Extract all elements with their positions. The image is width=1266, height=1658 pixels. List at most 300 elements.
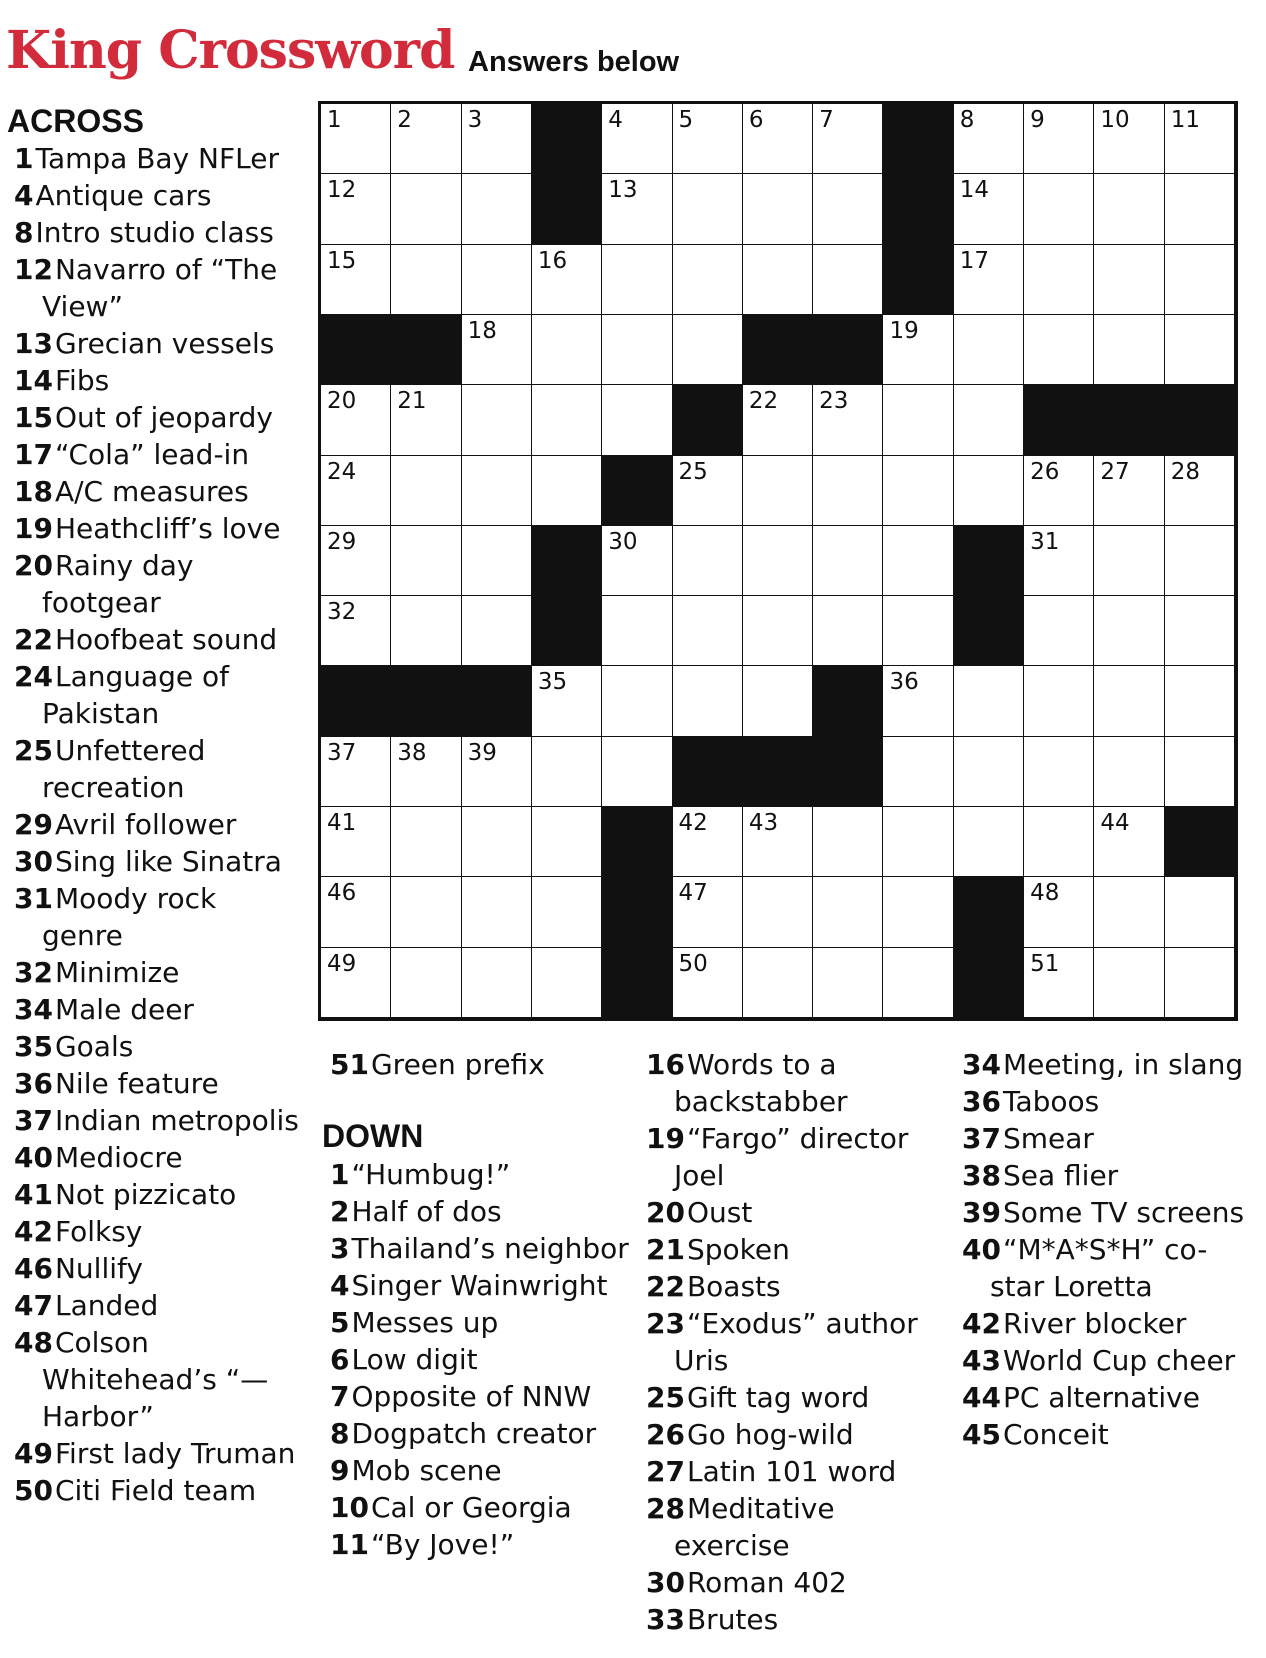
clue-number: 34 — [14, 993, 53, 1026]
grid-cell[interactable] — [462, 807, 532, 877]
across-clue — [14, 954, 302, 991]
grid-cell[interactable] — [462, 948, 532, 1018]
grid-cell[interactable] — [954, 385, 1024, 455]
grid-cell[interactable] — [602, 104, 672, 174]
grid-cell[interactable] — [1165, 245, 1235, 315]
grid-cell[interactable] — [1165, 596, 1235, 666]
clue-text: Sing like Sinatra — [54, 845, 282, 878]
grid-cell[interactable] — [1094, 948, 1164, 1018]
down-clue — [646, 1601, 946, 1638]
grid-cell[interactable] — [1024, 245, 1094, 315]
across-clue — [14, 1213, 302, 1250]
black-square — [532, 174, 602, 244]
grid-cell[interactable] — [321, 877, 391, 947]
across-clue — [14, 362, 302, 399]
grid-cell[interactable] — [743, 948, 813, 1018]
grid-cell[interactable] — [673, 104, 743, 174]
grid-cell[interactable] — [813, 104, 883, 174]
grid-cell[interactable] — [321, 807, 391, 877]
cell-number: 5 — [678, 107, 694, 133]
grid-cell[interactable] — [1094, 526, 1164, 596]
down-clue — [330, 1489, 630, 1526]
clue-number: 20 — [646, 1196, 685, 1229]
down-clue — [330, 1415, 630, 1452]
grid-cell[interactable] — [673, 174, 743, 244]
grid-cell[interactable] — [954, 315, 1024, 385]
grid-cell[interactable] — [1024, 456, 1094, 526]
clue-text: Messes up — [351, 1306, 499, 1339]
grid-cell[interactable] — [532, 385, 602, 455]
grid-cell[interactable] — [1094, 104, 1164, 174]
clue-number: 27 — [646, 1455, 685, 1488]
cell-number: 13 — [608, 177, 638, 204]
black-square — [954, 596, 1024, 666]
clue-number: 37 — [962, 1122, 1001, 1155]
across-clue — [14, 1287, 302, 1324]
grid-cell[interactable] — [954, 174, 1024, 244]
cell-number: 30 — [608, 528, 638, 555]
grid-cell[interactable] — [954, 456, 1024, 526]
grid-cell[interactable] — [462, 526, 532, 596]
grid-cell[interactable] — [602, 385, 672, 455]
grid-cell[interactable] — [1165, 948, 1235, 1018]
clue-text: Taboos — [1002, 1085, 1100, 1118]
black-square — [883, 104, 953, 174]
down-clues-column-1 — [330, 1156, 630, 1563]
clue-text: Intro studio class — [35, 216, 274, 249]
grid-cell[interactable] — [1024, 877, 1094, 947]
down-clue — [962, 1416, 1252, 1453]
grid-cell[interactable] — [321, 737, 391, 807]
grid-cell[interactable] — [954, 737, 1024, 807]
black-square — [1094, 385, 1164, 455]
black-square — [954, 877, 1024, 947]
cell-number: 32 — [327, 599, 357, 626]
grid-cell[interactable] — [743, 666, 813, 736]
clue-number: 21 — [646, 1233, 685, 1266]
clue-number: 28 — [646, 1492, 685, 1525]
grid-cell[interactable] — [1165, 174, 1235, 244]
clue-number: 37 — [14, 1104, 53, 1137]
clue-text: Boasts — [686, 1270, 781, 1303]
grid-cell[interactable] — [462, 245, 532, 315]
grid-cell[interactable] — [1094, 737, 1164, 807]
grid-cell[interactable] — [532, 877, 602, 947]
grid-cell[interactable] — [743, 596, 813, 666]
grid-cell[interactable] — [673, 456, 743, 526]
down-clue — [646, 1564, 946, 1601]
grid-cell[interactable] — [602, 174, 672, 244]
across-clue — [14, 1435, 302, 1472]
across-clue — [14, 1028, 302, 1065]
clue-text: Singer Wainwright — [351, 1269, 608, 1302]
cell-number: 42 — [678, 810, 708, 837]
clue-text: Colson Whitehead’s “— Harbor” — [42, 1326, 269, 1433]
cell-number: 41 — [327, 810, 357, 837]
clue-text: Not pizzicato — [54, 1178, 237, 1211]
black-square — [1165, 807, 1235, 877]
down-clue — [646, 1120, 946, 1194]
cell-number: 11 — [1170, 107, 1200, 133]
grid-cell[interactable] — [673, 807, 743, 877]
clue-text: “Exodus” author Uris — [674, 1307, 918, 1377]
grid-cell[interactable] — [743, 385, 813, 455]
grid-cell[interactable] — [883, 737, 953, 807]
grid-cell[interactable] — [1094, 807, 1164, 877]
grid-cell[interactable] — [743, 807, 813, 877]
grid-cell[interactable] — [1024, 104, 1094, 174]
clue-number: 15 — [14, 401, 53, 434]
clue-text: “M*A*S*H” co-star Loretta — [990, 1233, 1208, 1303]
clue-text: Tampa Bay NFLer — [35, 142, 279, 175]
grid-cell[interactable] — [602, 737, 672, 807]
cell-number: 19 — [889, 317, 919, 344]
grid-cell[interactable] — [883, 315, 953, 385]
clue-text: Thailand’s neighbor — [351, 1232, 629, 1265]
down-clue — [330, 1341, 630, 1378]
grid-cell[interactable] — [743, 456, 813, 526]
grid-cell[interactable] — [883, 456, 953, 526]
grid-cell[interactable] — [602, 526, 672, 596]
across-clue — [14, 1472, 302, 1509]
clue-number: 4 — [330, 1269, 350, 1302]
grid-cell[interactable] — [1094, 174, 1164, 244]
grid-cell[interactable] — [1024, 737, 1094, 807]
clue-number: 17 — [14, 438, 53, 471]
grid-cell[interactable] — [883, 877, 953, 947]
cell-number: 49 — [327, 950, 357, 977]
across-clue — [14, 473, 302, 510]
clue-number: 24 — [14, 660, 53, 693]
grid-cell[interactable] — [883, 807, 953, 877]
grid-cell[interactable] — [673, 596, 743, 666]
black-square — [743, 315, 813, 385]
clue-text: Avril follower — [54, 808, 237, 841]
clue-number: 48 — [14, 1326, 53, 1359]
across-clue — [14, 140, 302, 177]
grid-cell[interactable] — [532, 666, 602, 736]
grid-cell[interactable] — [602, 245, 672, 315]
cell-number: 26 — [1030, 458, 1060, 485]
grid-cell[interactable] — [321, 948, 391, 1018]
grid-cell[interactable] — [602, 666, 672, 736]
across-clue — [14, 251, 302, 325]
down-clue — [646, 1305, 946, 1379]
grid-cell[interactable] — [813, 245, 883, 315]
grid-cell[interactable] — [883, 948, 953, 1018]
clue-number: 16 — [646, 1048, 685, 1081]
clue-text: Latin 101 word — [686, 1455, 897, 1488]
across-clue — [14, 1102, 302, 1139]
clue-text: Half of dos — [351, 1195, 502, 1228]
grid-cell[interactable] — [1165, 737, 1235, 807]
cell-number: 1 — [327, 107, 342, 133]
across-clue — [14, 177, 302, 214]
clue-text: World Cup cheer — [1002, 1344, 1236, 1377]
clue-number: 30 — [14, 845, 53, 878]
across-clue — [14, 547, 302, 621]
answers-note: Answers below — [468, 46, 680, 78]
cell-number: 24 — [327, 458, 357, 485]
black-square — [883, 245, 953, 315]
grid-cell[interactable] — [321, 174, 391, 244]
clue-number: 11 — [330, 1528, 369, 1561]
clue-text: Navarro of “The View” — [42, 253, 278, 323]
cell-number: 39 — [467, 739, 497, 766]
grid-cell[interactable] — [391, 948, 461, 1018]
grid-cell[interactable] — [1024, 666, 1094, 736]
black-square — [462, 666, 532, 736]
grid-cell[interactable] — [673, 245, 743, 315]
grid-cell[interactable] — [532, 807, 602, 877]
grid-cell[interactable] — [321, 104, 391, 174]
clue-text: “By Jove!” — [370, 1528, 515, 1561]
across-clue — [14, 436, 302, 473]
grid-cell[interactable] — [954, 807, 1024, 877]
grid-cell[interactable] — [462, 385, 532, 455]
grid-cell[interactable] — [673, 948, 743, 1018]
grid-cell[interactable] — [391, 456, 461, 526]
clue-number: 8 — [14, 216, 34, 249]
clue-number: 25 — [14, 734, 53, 767]
grid-cell[interactable] — [391, 807, 461, 877]
clue-text: Mob scene — [351, 1454, 502, 1487]
clue-text: Spoken — [686, 1233, 790, 1266]
clue-number: 31 — [14, 882, 53, 915]
grid-cell[interactable] — [813, 456, 883, 526]
grid-cell[interactable] — [743, 526, 813, 596]
grid-cell[interactable] — [673, 315, 743, 385]
grid-cell[interactable] — [1094, 315, 1164, 385]
across-clue — [14, 399, 302, 436]
clue-text: Cal or Georgia — [370, 1491, 572, 1524]
cell-number: 27 — [1100, 458, 1130, 485]
grid-cell[interactable] — [391, 245, 461, 315]
clue-number: 14 — [14, 364, 53, 397]
clue-text: “Fargo” director Joel — [674, 1122, 909, 1192]
clue-text: Indian metropolis — [54, 1104, 299, 1137]
grid-cell[interactable] — [532, 245, 602, 315]
grid-cell[interactable] — [462, 877, 532, 947]
grid-cell[interactable] — [462, 596, 532, 666]
grid-cell[interactable] — [813, 174, 883, 244]
cell-number: 36 — [889, 669, 919, 696]
across-clue — [14, 1324, 302, 1435]
grid-cell[interactable] — [532, 948, 602, 1018]
grid-cell[interactable] — [673, 666, 743, 736]
grid-cell[interactable] — [321, 245, 391, 315]
down-clue — [962, 1157, 1252, 1194]
black-square — [602, 456, 672, 526]
clue-number: 30 — [646, 1566, 685, 1599]
across-clue — [14, 658, 302, 732]
clue-number: 8 — [330, 1417, 350, 1450]
grid-cell[interactable] — [321, 385, 391, 455]
grid-cell[interactable] — [391, 737, 461, 807]
black-square — [532, 104, 602, 174]
grid-cell[interactable] — [602, 596, 672, 666]
across-clue — [14, 1250, 302, 1287]
clue-number: 41 — [14, 1178, 53, 1211]
clue-number: 49 — [14, 1437, 53, 1470]
grid-cell[interactable] — [673, 877, 743, 947]
down-clue — [646, 1194, 946, 1231]
clue-text: Unfettered recreation — [42, 734, 206, 804]
across-clues-column — [14, 140, 302, 1509]
grid-cell[interactable] — [391, 596, 461, 666]
clue-number: 25 — [646, 1381, 685, 1414]
clue-number: 1 — [330, 1158, 350, 1191]
clue-number: 1 — [14, 142, 34, 175]
down-clue — [962, 1231, 1252, 1305]
grid-cell[interactable] — [391, 104, 461, 174]
across-heading: ACROSS — [7, 103, 144, 139]
grid-cell[interactable] — [1094, 596, 1164, 666]
clue-number: 35 — [14, 1030, 53, 1063]
grid-cell[interactable] — [883, 596, 953, 666]
grid-cell[interactable] — [954, 666, 1024, 736]
grid-cell[interactable] — [813, 948, 883, 1018]
grid-cell[interactable] — [462, 315, 532, 385]
grid-cell[interactable] — [954, 245, 1024, 315]
across-clue — [14, 214, 302, 251]
black-square — [954, 948, 1024, 1018]
grid-cell[interactable] — [883, 385, 953, 455]
grid-cell[interactable] — [1094, 456, 1164, 526]
clue-number: 42 — [962, 1307, 1001, 1340]
grid-cell[interactable] — [391, 877, 461, 947]
grid-cell[interactable] — [391, 174, 461, 244]
grid-cell[interactable] — [883, 526, 953, 596]
grid-cell[interactable] — [1165, 877, 1235, 947]
across-clues-continued — [330, 1046, 630, 1083]
grid-cell[interactable] — [1024, 596, 1094, 666]
grid-cell[interactable] — [462, 456, 532, 526]
clue-number: 51 — [330, 1048, 369, 1081]
grid-cell[interactable] — [743, 104, 813, 174]
grid-cell[interactable] — [391, 526, 461, 596]
clue-number: 10 — [330, 1491, 369, 1524]
black-square — [602, 877, 672, 947]
clue-text: Meditative exercise — [674, 1492, 835, 1562]
clue-text: Opposite of NNW — [351, 1380, 592, 1413]
cell-number: 50 — [678, 950, 708, 977]
cell-number: 9 — [1030, 107, 1045, 133]
cell-number: 38 — [397, 739, 427, 766]
grid-cell[interactable] — [743, 877, 813, 947]
clue-number: 23 — [646, 1307, 685, 1340]
clue-number: 50 — [14, 1474, 53, 1507]
clue-text: Dogpatch creator — [351, 1417, 597, 1450]
across-clue — [14, 880, 302, 954]
clue-text: Grecian vessels — [54, 327, 275, 360]
grid-cell[interactable] — [462, 174, 532, 244]
grid-cell[interactable] — [1165, 526, 1235, 596]
grid-cell[interactable] — [1024, 807, 1094, 877]
clue-number: 44 — [962, 1381, 1001, 1414]
grid-cell[interactable] — [391, 385, 461, 455]
clue-text: Nullify — [54, 1252, 143, 1285]
grid-cell[interactable] — [813, 807, 883, 877]
grid-cell[interactable] — [883, 666, 953, 736]
grid-cell[interactable] — [532, 737, 602, 807]
clue-number: 7 — [330, 1380, 350, 1413]
grid-cell[interactable] — [743, 174, 813, 244]
grid-cell[interactable] — [321, 596, 391, 666]
grid-cell[interactable] — [1024, 315, 1094, 385]
grid-cell[interactable] — [1165, 456, 1235, 526]
grid-cell[interactable] — [321, 526, 391, 596]
grid-cell[interactable] — [1094, 245, 1164, 315]
across-clue — [14, 732, 302, 806]
grid-cell[interactable] — [532, 315, 602, 385]
across-clue — [14, 510, 302, 547]
grid-cell[interactable] — [813, 385, 883, 455]
grid-cell[interactable] — [1024, 948, 1094, 1018]
grid-cell[interactable] — [673, 526, 743, 596]
clue-text: Go hog-wild — [686, 1418, 854, 1451]
clue-text: Male deer — [54, 993, 194, 1026]
down-clue — [962, 1305, 1252, 1342]
grid-cell[interactable] — [813, 526, 883, 596]
clue-text: Mediocre — [54, 1141, 183, 1174]
grid-cell[interactable] — [462, 104, 532, 174]
clue-number: 9 — [330, 1454, 350, 1487]
cell-number: 16 — [537, 247, 568, 274]
grid-cell[interactable] — [954, 104, 1024, 174]
cell-number: 15 — [327, 247, 357, 274]
grid-cell[interactable] — [743, 245, 813, 315]
clue-text: Citi Field team — [54, 1474, 257, 1507]
clue-number: 19 — [646, 1122, 685, 1155]
grid-cell[interactable] — [321, 456, 391, 526]
grid-cell[interactable] — [1165, 104, 1235, 174]
grid-cell[interactable] — [1024, 174, 1094, 244]
clue-text: Minimize — [54, 956, 180, 989]
grid-cell[interactable] — [1165, 666, 1235, 736]
grid-cell[interactable] — [813, 596, 883, 666]
clue-text: Hoofbeat sound — [54, 623, 278, 656]
grid-cell[interactable] — [1024, 526, 1094, 596]
grid-cell[interactable] — [532, 456, 602, 526]
down-clue — [330, 1193, 630, 1230]
cell-number: 12 — [327, 177, 357, 204]
across-clue — [14, 991, 302, 1028]
cell-number: 28 — [1170, 458, 1200, 485]
cell-number: 6 — [748, 107, 764, 133]
clue-number: 38 — [962, 1159, 1001, 1192]
clue-number: 34 — [962, 1048, 1001, 1081]
black-square — [391, 666, 461, 736]
black-square — [321, 315, 391, 385]
cell-number: 48 — [1030, 880, 1060, 907]
down-clue — [330, 1526, 630, 1563]
black-square — [813, 666, 883, 736]
black-square — [813, 737, 883, 807]
down-clue — [330, 1230, 630, 1267]
down-clue — [962, 1379, 1252, 1416]
grid-cell[interactable] — [1165, 315, 1235, 385]
grid-cell[interactable] — [1094, 877, 1164, 947]
clue-text: First lady Truman — [54, 1437, 296, 1470]
cell-number: 46 — [327, 880, 357, 907]
across-clue — [14, 325, 302, 362]
grid-cell[interactable] — [813, 877, 883, 947]
grid-cell[interactable] — [462, 737, 532, 807]
grid-cell[interactable] — [602, 315, 672, 385]
grid-cell[interactable] — [1094, 666, 1164, 736]
cell-number: 37 — [327, 739, 357, 766]
